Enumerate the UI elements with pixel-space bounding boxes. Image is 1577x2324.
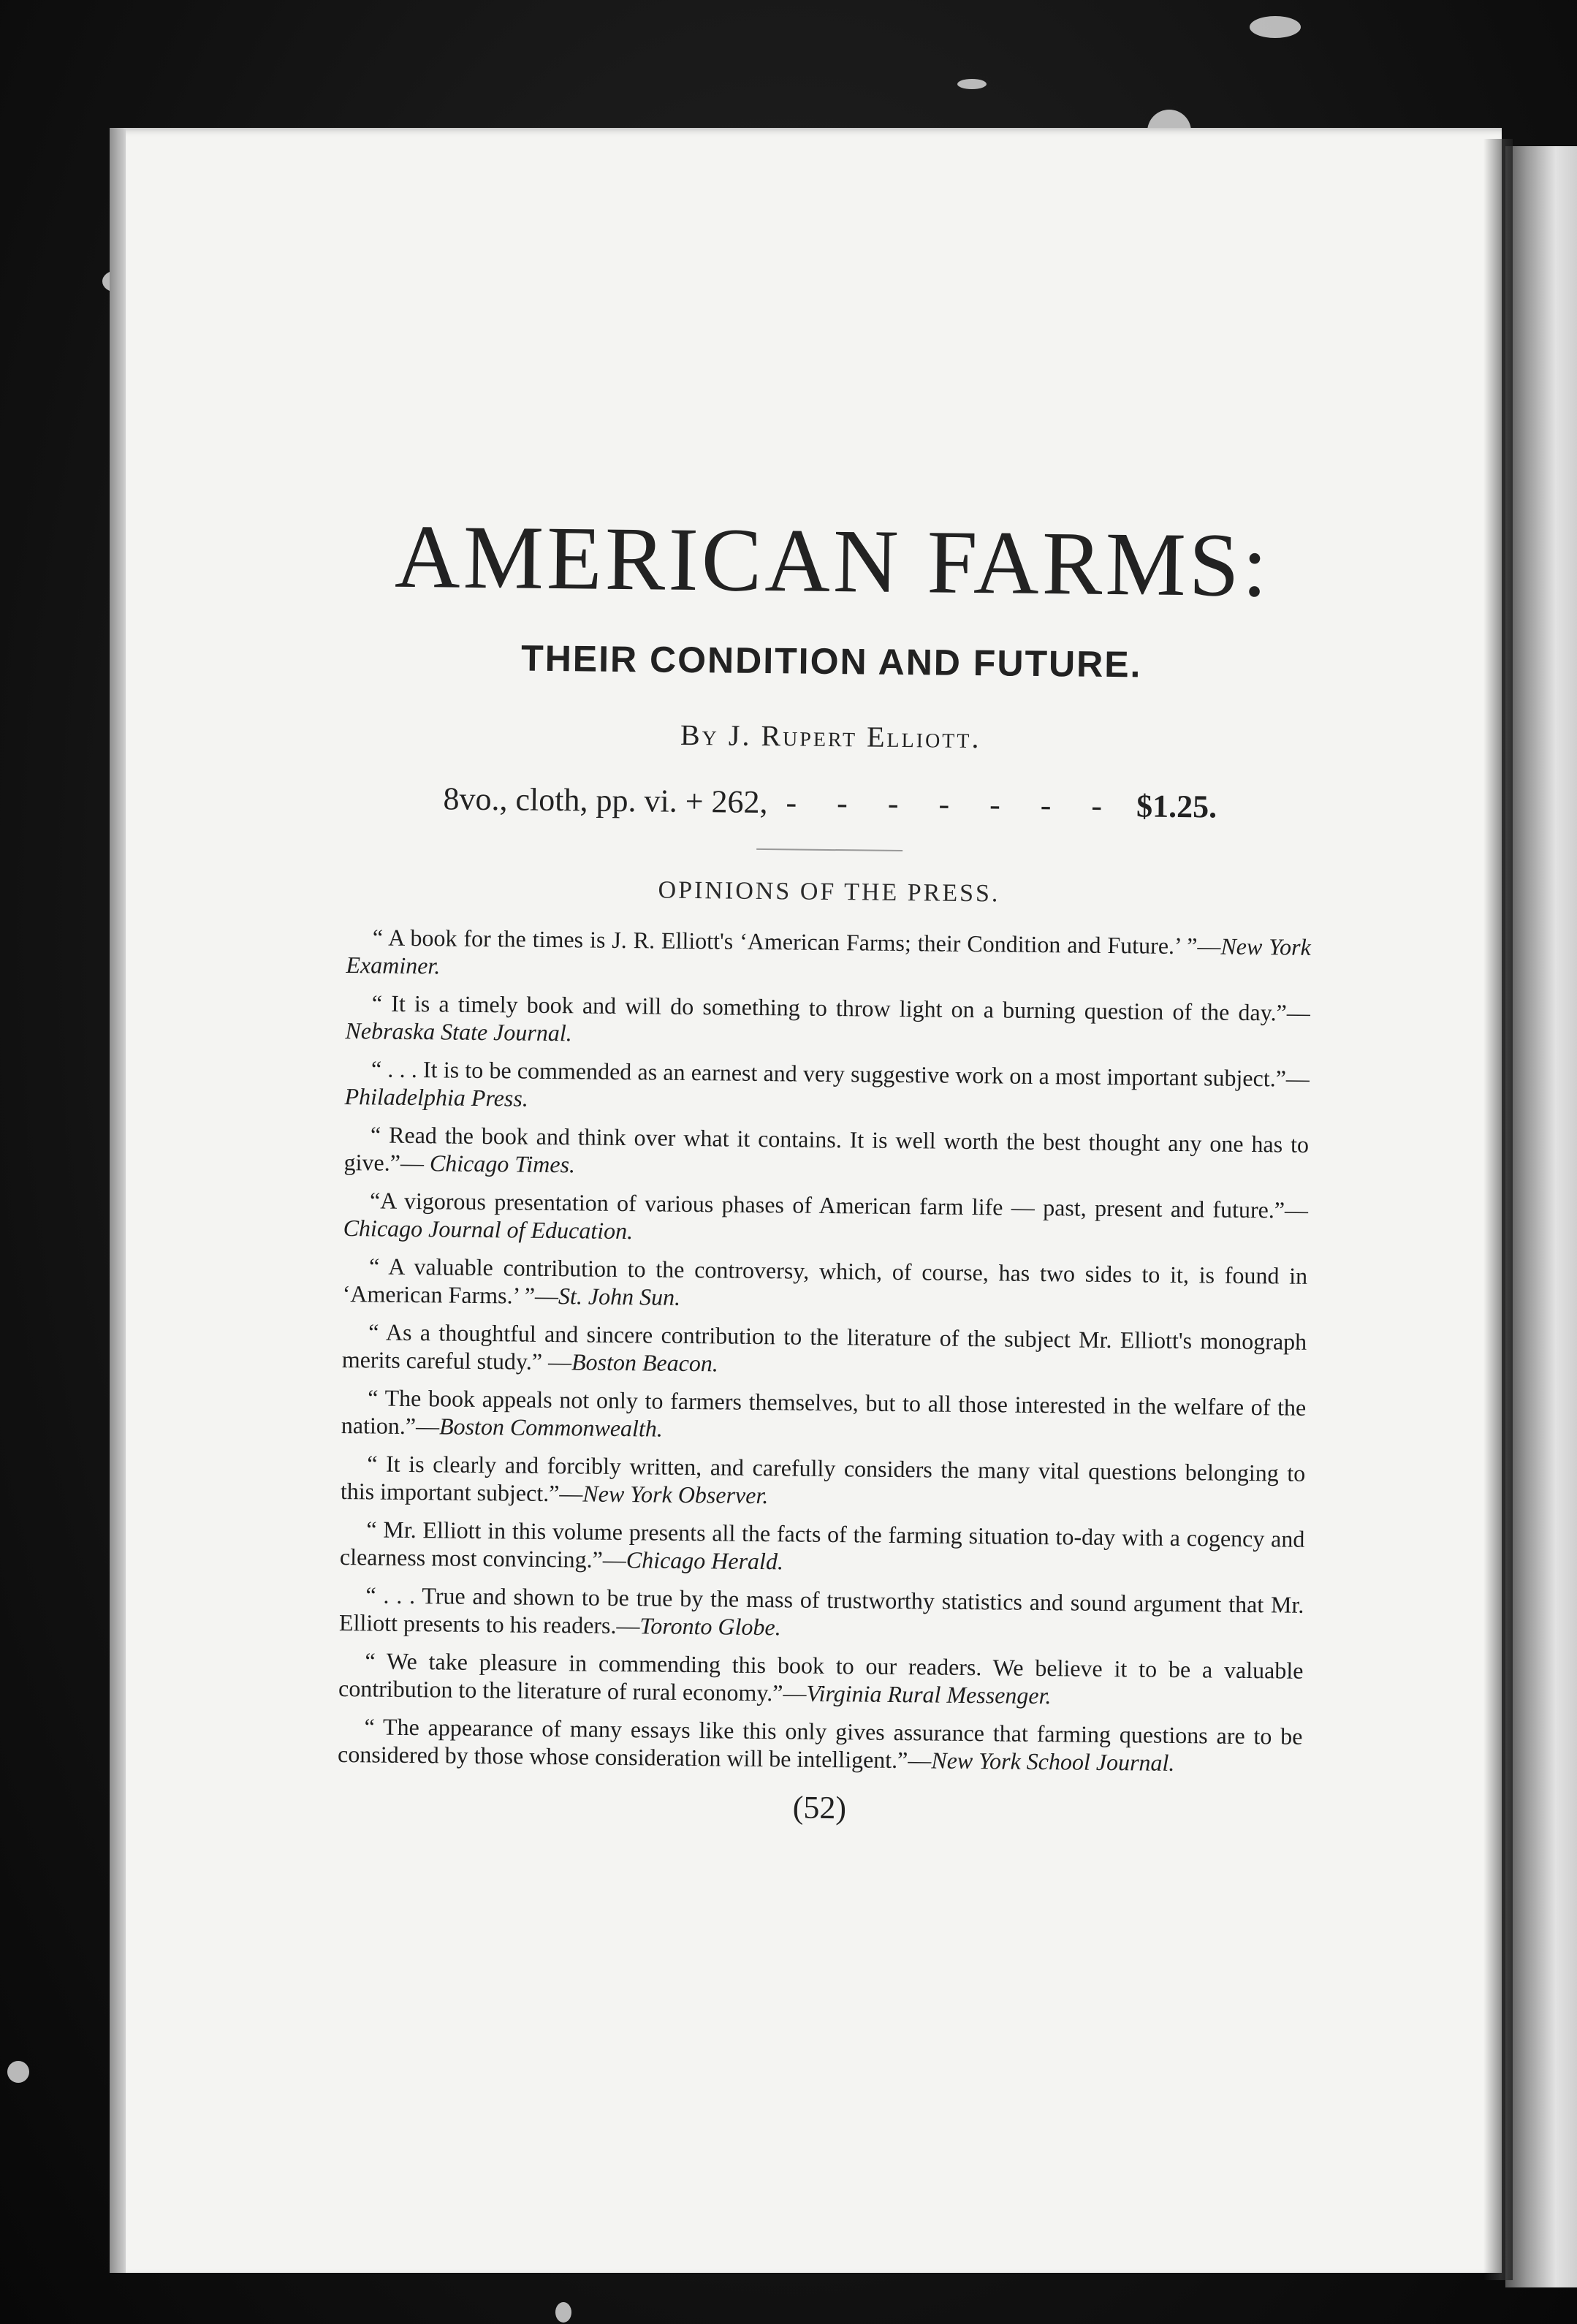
edition-description: 8vo., cloth, pp. vi. + 262, [443,781,768,821]
review-quote [339,1581,1304,1647]
edition-line [348,779,1312,827]
review-source: New York Observer. [582,1480,769,1509]
page-number: (52) [792,1789,847,1826]
review-source: New York School Journal. [931,1747,1175,1777]
review-source: New York Examiner. [346,933,1311,979]
review-source: Nebraska State Journal. [345,1017,572,1047]
review-quote [342,1318,1307,1383]
review-source: Toronto Globe. [639,1612,781,1641]
review-source: Boston Commonwealth. [438,1413,664,1443]
book-author: By J. Rupert Elliott. [680,718,981,755]
review-quote [341,1449,1306,1515]
review-text: “ Read the book and think over what it contains. It is well worth the best thought any one has to give.”— [343,1121,1310,1177]
book-subtitle: THEIR CONDITION AND FUTURE. [520,637,1142,686]
review-text: “ As a thoughtful and sincere contribution to the literature of the subject Mr. Elliott's monograph merits careful study.” — [341,1318,1307,1375]
edition-leader-dots: - - - - - - - [786,784,1119,824]
reviews-list [338,923,1311,1778]
review-source: Philadelphia Press. [344,1083,528,1112]
gutter-shadow [1483,139,1513,2280]
book-title: AMERICAN FARMS: [394,506,1271,616]
review-text: “ The appearance of many essays like this only gives assurance that farming questions are to be considered by those whose consideration will be intelligent.”— [337,1713,1303,1774]
review-source: Boston Beacon. [571,1348,719,1377]
dust-speck [1250,16,1301,38]
review-text: “A vigorous presentation of various phases of American farm life — past, present and future.”— [369,1187,1309,1224]
review-quote [343,1252,1308,1318]
facing-page-edge [1505,146,1577,2287]
review-source: St. John Sun. [558,1283,681,1311]
review-quote [338,1712,1303,1778]
review-text: “ We take pleasure in commending this book to our readers. We believe it to be a valuable contribution to the literature of rural economy.”— [338,1647,1304,1707]
review-text: “ It is clearly and forcibly written, and carefully considers the many vital questions belonging to this important subject.”— [340,1450,1306,1507]
divider-rule [756,848,902,851]
review-text: “ . . . True and shown to be true by the mass of trustworthy statistics and sound argument that Mr. Elliott presents to his readers.— [338,1581,1304,1639]
review-quote [340,1515,1305,1581]
review-text: “ . . . It is to be commended as an earnest and very suggestive work on a most important subject.”— [370,1055,1310,1093]
review-source: Chicago Times. [429,1150,576,1178]
review-quote [343,1186,1308,1252]
edition-price: $1.25. [1136,788,1217,825]
review-text: “ A book for the times is J. R. Elliott's ‘American Farms; their Condition and Future.’ ”— [372,924,1221,960]
review-quote [346,923,1311,989]
dust-speck [957,79,987,89]
review-text: “ A valuable contribution to the controversy, which, of course, has two sides to it, is found in ‘American Farms.’ ”— [342,1253,1308,1310]
review-quote [338,1647,1304,1712]
review-source: Virginia Rural Messenger. [806,1680,1052,1709]
review-text: “ Mr. Elliott in this volume presents all the facts of the farming situation to-day with a cogency and clearness most convincing.”— [339,1516,1305,1573]
review-quote [343,1120,1309,1186]
review-quote [344,1055,1310,1120]
section-heading: OPINIONS OF THE PRESS. [658,876,1000,908]
page-left-edge [110,128,126,2273]
review-quote [341,1383,1307,1449]
review-quote [345,989,1310,1055]
review-source: Chicago Herald. [626,1546,784,1575]
page-content [337,506,1315,1831]
review-text: “ The book appeals not only to farmers themselves, but to all those interested in the welfare of the nation.”— [341,1384,1307,1440]
review-text: “ It is a timely book and will do something to throw light on a burning question of the day.”— [371,990,1311,1027]
dust-speck [555,2302,571,2323]
review-source: Chicago Journal of Education. [343,1215,634,1245]
dust-speck [7,2061,29,2083]
